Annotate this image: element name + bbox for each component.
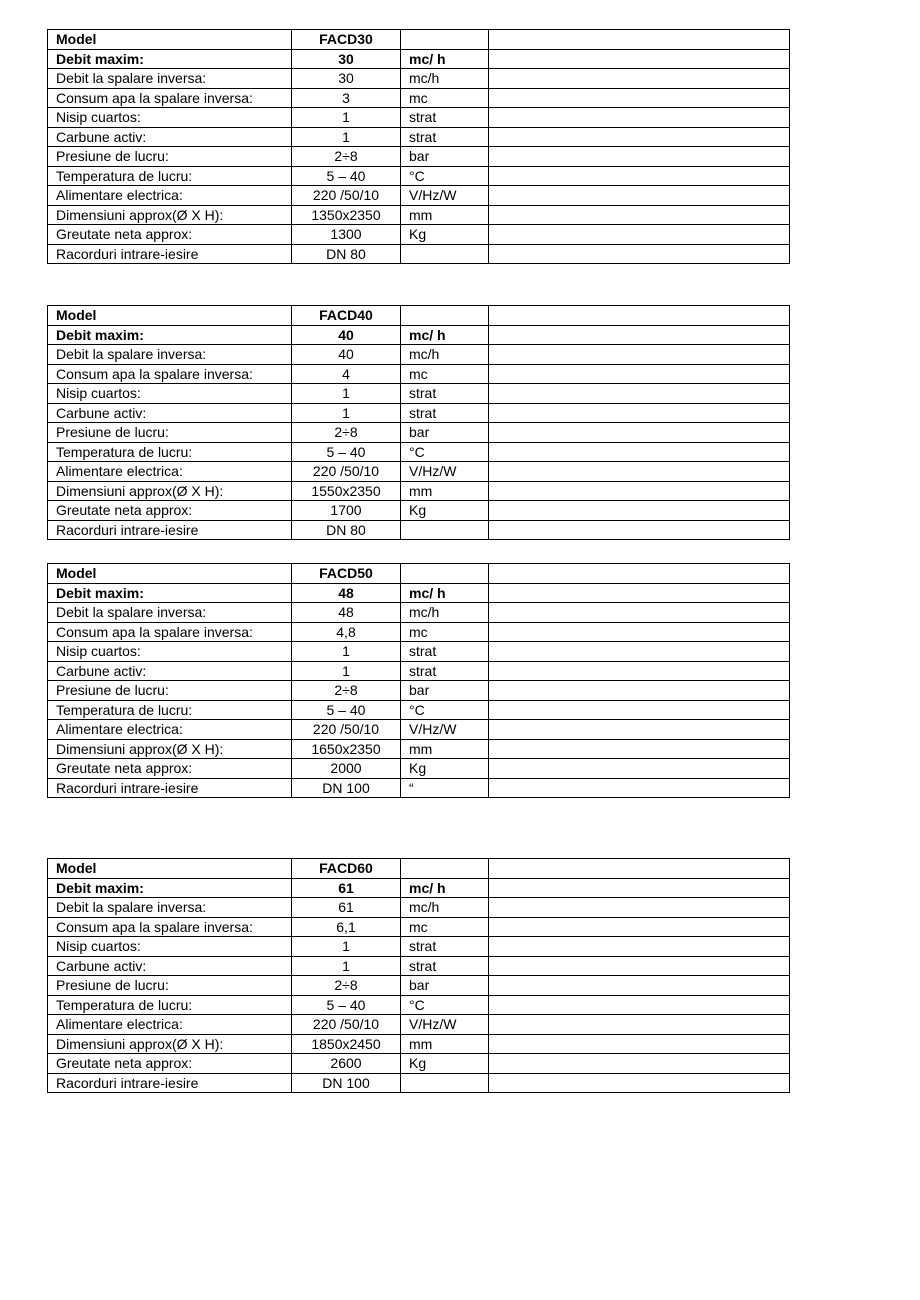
model-row: [48, 564, 790, 584]
param-note: [489, 501, 790, 521]
param-label: Racorduri intrare-iesire: [48, 778, 292, 798]
table-row: [48, 325, 790, 345]
table-row: [48, 739, 790, 759]
param-unit: mc: [401, 917, 489, 937]
param-label: Greutate neta approx:: [48, 501, 292, 521]
param-value: 2÷8: [292, 681, 401, 701]
table-row: [48, 878, 790, 898]
param-unit: strat: [401, 937, 489, 957]
param-label: Alimentare electrica:: [48, 1015, 292, 1035]
param-unit: mc: [401, 88, 489, 108]
param-label: Carbune activ:: [48, 661, 292, 681]
param-note: [489, 898, 790, 918]
table-row: [48, 995, 790, 1015]
param-unit: strat: [401, 384, 489, 404]
param-label: Consum apa la spalare inversa:: [48, 364, 292, 384]
param-label: Consum apa la spalare inversa:: [48, 88, 292, 108]
param-unit: V/Hz/W: [401, 1015, 489, 1035]
param-value: 61: [292, 898, 401, 918]
param-value: FACD40: [292, 306, 401, 326]
param-unit: strat: [401, 956, 489, 976]
table-row: [48, 108, 790, 128]
param-value: 1: [292, 642, 401, 662]
table-row: [48, 759, 790, 779]
param-unit: V/Hz/W: [401, 720, 489, 740]
param-label: Racorduri intrare-iesire: [48, 1073, 292, 1093]
param-note: [489, 30, 790, 50]
table-row: [48, 917, 790, 937]
param-value: 5 – 40: [292, 166, 401, 186]
param-note: [489, 956, 790, 976]
param-value: 220 /50/10: [292, 720, 401, 740]
param-label: Model: [48, 306, 292, 326]
param-unit: [401, 1073, 489, 1093]
param-value: DN 100: [292, 1073, 401, 1093]
param-value: 1: [292, 403, 401, 423]
table-row: [48, 205, 790, 225]
param-label: Dimensiuni approx(Ø X H):: [48, 739, 292, 759]
table-row: [48, 778, 790, 798]
param-value: 5 – 40: [292, 700, 401, 720]
table-row: [48, 244, 790, 264]
param-unit: mc/h: [401, 603, 489, 623]
param-note: [489, 603, 790, 623]
param-unit: Kg: [401, 225, 489, 245]
param-value: 1300: [292, 225, 401, 245]
param-unit: mc/ h: [401, 878, 489, 898]
param-unit: °C: [401, 995, 489, 1015]
param-label: Temperatura de lucru:: [48, 442, 292, 462]
param-label: Carbune activ:: [48, 956, 292, 976]
param-note: [489, 759, 790, 779]
param-note: [489, 1073, 790, 1093]
param-note: [489, 520, 790, 540]
param-unit: bar: [401, 976, 489, 996]
param-note: [489, 462, 790, 482]
param-label: Nisip cuartos:: [48, 384, 292, 404]
param-unit: mm: [401, 205, 489, 225]
param-note: [489, 878, 790, 898]
param-value: 4,8: [292, 622, 401, 642]
param-label: Debit la spalare inversa:: [48, 898, 292, 918]
param-unit: mc/ h: [401, 583, 489, 603]
param-value: 220 /50/10: [292, 462, 401, 482]
param-label: Debit la spalare inversa:: [48, 603, 292, 623]
param-label: Model: [48, 564, 292, 584]
model-row: [48, 30, 790, 50]
table-row: [48, 423, 790, 443]
table-row: [48, 481, 790, 501]
param-unit: V/Hz/W: [401, 462, 489, 482]
param-note: [489, 778, 790, 798]
param-unit: mc/h: [401, 898, 489, 918]
param-value: 220 /50/10: [292, 1015, 401, 1035]
param-value: 1: [292, 384, 401, 404]
param-note: [489, 481, 790, 501]
param-unit: “: [401, 778, 489, 798]
param-note: [489, 937, 790, 957]
param-value: DN 80: [292, 520, 401, 540]
param-label: Consum apa la spalare inversa:: [48, 917, 292, 937]
param-unit: [401, 859, 489, 879]
param-unit: Kg: [401, 1054, 489, 1074]
table-row: [48, 186, 790, 206]
param-value: 1: [292, 127, 401, 147]
param-value: 30: [292, 49, 401, 69]
param-unit: mm: [401, 739, 489, 759]
table-row: [48, 622, 790, 642]
param-label: Temperatura de lucru:: [48, 995, 292, 1015]
param-value: 1700: [292, 501, 401, 521]
param-value: 1: [292, 956, 401, 976]
param-unit: mc/h: [401, 345, 489, 365]
param-label: Presiune de lucru:: [48, 976, 292, 996]
param-note: [489, 423, 790, 443]
param-value: 6,1: [292, 917, 401, 937]
table-row: [48, 898, 790, 918]
param-value: 2÷8: [292, 147, 401, 167]
param-note: [489, 364, 790, 384]
table-row: [48, 700, 790, 720]
param-unit: mc/ h: [401, 49, 489, 69]
param-note: [489, 403, 790, 423]
param-label: Racorduri intrare-iesire: [48, 244, 292, 264]
table-row: [48, 69, 790, 89]
param-label: Alimentare electrica:: [48, 462, 292, 482]
param-value: 5 – 40: [292, 442, 401, 462]
param-value: 3: [292, 88, 401, 108]
param-label: Debit maxim:: [48, 325, 292, 345]
table-row: [48, 127, 790, 147]
param-unit: mc: [401, 622, 489, 642]
param-note: [489, 1054, 790, 1074]
param-label: Debit la spalare inversa:: [48, 69, 292, 89]
param-note: [489, 720, 790, 740]
param-unit: °C: [401, 700, 489, 720]
param-note: [489, 244, 790, 264]
param-value: FACD50: [292, 564, 401, 584]
param-note: [489, 127, 790, 147]
param-label: Presiune de lucru:: [48, 681, 292, 701]
param-unit: Kg: [401, 501, 489, 521]
param-note: [489, 995, 790, 1015]
param-label: Model: [48, 30, 292, 50]
model-row: [48, 306, 790, 326]
param-note: [489, 442, 790, 462]
param-label: Consum apa la spalare inversa:: [48, 622, 292, 642]
param-unit: strat: [401, 127, 489, 147]
param-unit: bar: [401, 423, 489, 443]
table-row: [48, 937, 790, 957]
table-row: [48, 49, 790, 69]
table-row: [48, 661, 790, 681]
param-note: [489, 205, 790, 225]
param-note: [489, 1015, 790, 1035]
param-value: 40: [292, 325, 401, 345]
param-note: [489, 583, 790, 603]
param-note: [489, 325, 790, 345]
table-row: [48, 1015, 790, 1035]
param-value: DN 80: [292, 244, 401, 264]
table-row: [48, 583, 790, 603]
param-value: DN 100: [292, 778, 401, 798]
param-unit: °C: [401, 166, 489, 186]
table-row: [48, 442, 790, 462]
param-note: [489, 976, 790, 996]
table-row: [48, 403, 790, 423]
param-value: 1850x2450: [292, 1034, 401, 1054]
param-note: [489, 700, 790, 720]
param-label: Temperatura de lucru:: [48, 166, 292, 186]
param-label: Debit maxim:: [48, 49, 292, 69]
param-value: 48: [292, 583, 401, 603]
param-unit: [401, 244, 489, 264]
table-row: [48, 642, 790, 662]
param-value: 48: [292, 603, 401, 623]
param-unit: mc/h: [401, 69, 489, 89]
param-note: [489, 384, 790, 404]
table-row: [48, 384, 790, 404]
table-row: [48, 147, 790, 167]
param-label: Debit la spalare inversa:: [48, 345, 292, 365]
param-label: Greutate neta approx:: [48, 225, 292, 245]
param-value: FACD30: [292, 30, 401, 50]
table-row: [48, 225, 790, 245]
param-unit: [401, 564, 489, 584]
param-value: 1650x2350: [292, 739, 401, 759]
param-note: [489, 306, 790, 326]
param-value: 220 /50/10: [292, 186, 401, 206]
param-value: 2600: [292, 1054, 401, 1074]
param-note: [489, 917, 790, 937]
param-unit: strat: [401, 108, 489, 128]
table-row: [48, 88, 790, 108]
param-note: [489, 345, 790, 365]
param-unit: [401, 520, 489, 540]
param-note: [489, 642, 790, 662]
param-label: Presiune de lucru:: [48, 147, 292, 167]
spec-table-facd40: [47, 305, 790, 540]
param-unit: strat: [401, 642, 489, 662]
param-unit: strat: [401, 661, 489, 681]
param-label: Dimensiuni approx(Ø X H):: [48, 205, 292, 225]
param-note: [489, 622, 790, 642]
param-label: Dimensiuni approx(Ø X H):: [48, 1034, 292, 1054]
param-value: FACD60: [292, 859, 401, 879]
param-value: 1550x2350: [292, 481, 401, 501]
param-label: Racorduri intrare-iesire: [48, 520, 292, 540]
table-row: [48, 681, 790, 701]
param-unit: mc: [401, 364, 489, 384]
table-row: [48, 501, 790, 521]
model-row: [48, 859, 790, 879]
param-label: Nisip cuartos:: [48, 108, 292, 128]
spec-table-facd60: [47, 858, 790, 1093]
param-label: Dimensiuni approx(Ø X H):: [48, 481, 292, 501]
table-row: [48, 345, 790, 365]
param-note: [489, 1034, 790, 1054]
param-unit: bar: [401, 147, 489, 167]
param-note: [489, 108, 790, 128]
param-label: Debit maxim:: [48, 583, 292, 603]
param-note: [489, 661, 790, 681]
param-label: Greutate neta approx:: [48, 1054, 292, 1074]
table-row: [48, 1054, 790, 1074]
param-value: 30: [292, 69, 401, 89]
param-unit: mm: [401, 1034, 489, 1054]
param-value: 4: [292, 364, 401, 384]
param-value: 1: [292, 937, 401, 957]
param-unit: [401, 306, 489, 326]
param-value: 1350x2350: [292, 205, 401, 225]
param-value: 61: [292, 878, 401, 898]
param-label: Greutate neta approx:: [48, 759, 292, 779]
param-label: Nisip cuartos:: [48, 937, 292, 957]
param-note: [489, 166, 790, 186]
param-unit: Kg: [401, 759, 489, 779]
table-row: [48, 1073, 790, 1093]
param-note: [489, 147, 790, 167]
param-note: [489, 739, 790, 759]
param-label: Nisip cuartos:: [48, 642, 292, 662]
param-value: 2÷8: [292, 423, 401, 443]
param-label: Alimentare electrica:: [48, 186, 292, 206]
param-unit: strat: [401, 403, 489, 423]
param-label: Presiune de lucru:: [48, 423, 292, 443]
table-row: [48, 720, 790, 740]
param-value: 1: [292, 661, 401, 681]
param-note: [489, 88, 790, 108]
param-value: 2000: [292, 759, 401, 779]
param-note: [489, 186, 790, 206]
table-row: [48, 1034, 790, 1054]
param-unit: [401, 30, 489, 50]
param-note: [489, 859, 790, 879]
param-value: 1: [292, 108, 401, 128]
param-note: [489, 681, 790, 701]
param-label: Temperatura de lucru:: [48, 700, 292, 720]
table-row: [48, 166, 790, 186]
param-note: [489, 564, 790, 584]
param-label: Carbune activ:: [48, 127, 292, 147]
param-unit: V/Hz/W: [401, 186, 489, 206]
param-label: Debit maxim:: [48, 878, 292, 898]
table-row: [48, 364, 790, 384]
param-label: Alimentare electrica:: [48, 720, 292, 740]
table-row: [48, 603, 790, 623]
spec-table-facd50: [47, 563, 790, 798]
table-row: [48, 956, 790, 976]
param-label: Model: [48, 859, 292, 879]
table-row: [48, 462, 790, 482]
param-label: Carbune activ:: [48, 403, 292, 423]
table-row: [48, 976, 790, 996]
spec-table-facd30: [47, 29, 790, 264]
param-note: [489, 49, 790, 69]
param-unit: °C: [401, 442, 489, 462]
param-value: 2÷8: [292, 976, 401, 996]
param-unit: mm: [401, 481, 489, 501]
param-note: [489, 225, 790, 245]
param-value: 40: [292, 345, 401, 365]
table-row: [48, 520, 790, 540]
param-note: [489, 69, 790, 89]
param-unit: bar: [401, 681, 489, 701]
param-unit: mc/ h: [401, 325, 489, 345]
param-value: 5 – 40: [292, 995, 401, 1015]
